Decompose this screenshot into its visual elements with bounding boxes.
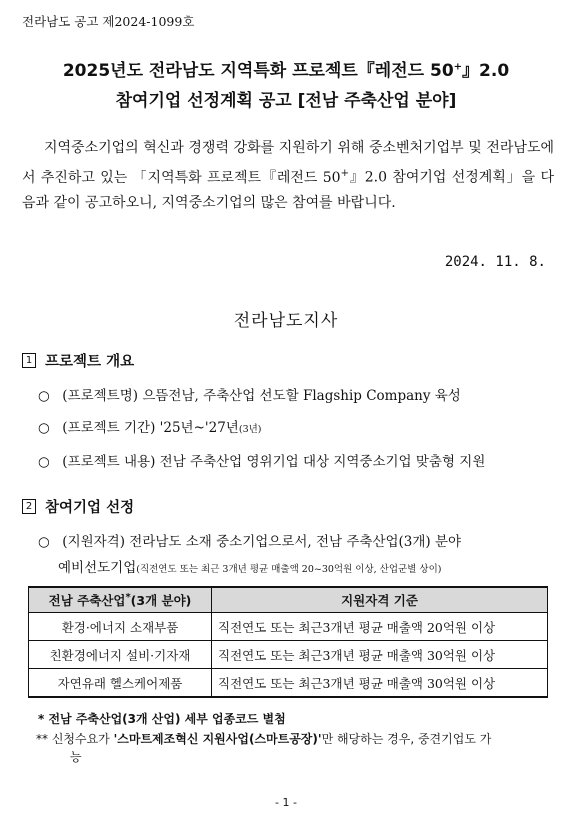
eligibility-text: 전라남도 소재 중소기업으로서, 전남 주축산업(3개) 분야 [129,534,462,550]
item-text: 으뜸전남, 주축산업 선도할 Flagship Company 육성 [142,388,461,404]
table-row [29,613,548,641]
title-line-1-suffix: 』2.0 [462,61,510,81]
bullet-icon: ○ [38,420,50,436]
criteria-cell: 직전연도 또는 최근3개년 평균 매출액 30억원 이상 [212,641,548,669]
section-1-item-content [38,450,485,470]
section-1-item-name [38,384,461,404]
table-row [29,641,548,669]
footnote-2-suffix: 만 해당하는 경우, 중견기업도 가 [321,732,492,746]
intro-plus-superscript: + [340,168,349,179]
notice-number: 전라남도 공고 제2024-1099호 [22,14,195,29]
table-header-criteria: 지원자격 기준 [212,587,548,613]
criteria-cell: 직전연도 또는 최근3개년 평균 매출액 20억원 이상 [212,613,548,641]
footnote-1: * 전남 주축산업(3개 산업) 세부 업종코드 별첨 [38,712,286,726]
item-label: (프로젝트명) [62,388,139,404]
section-1-number-box: 1 [22,353,36,368]
item-label: (프로젝트 내용) [62,454,156,470]
issuer: 전라남도지사 [233,311,339,331]
title-line-1 [0,56,572,81]
eligibility-line-1 [38,530,461,550]
eligibility-note-small: (직전연도 또는 최근 3개년 평균 매출액 20~30억원 이상, 산업군별 상이) [136,564,442,575]
section-2-title: 참여기업 선정 [45,500,135,516]
bullet-icon: ○ [38,454,50,470]
section-2-number-box: 2 [22,499,36,514]
section-1-item-period [38,416,262,436]
page-number: - 1 - [275,796,297,809]
industry-cell: 친환경에너지 설비·기자재 [29,641,212,669]
bullet-icon: ○ [38,388,50,404]
item-text: '25년~'27년 [159,420,239,436]
header-industry-text: 전남 주축산업 [48,593,126,608]
bullet-icon: ○ [38,534,50,550]
title-plus-superscript: + [453,61,463,73]
header-asterisk: * [125,591,131,603]
intro-paragraph [22,136,554,216]
industry-cell: 자연유래 헬스케어제품 [29,669,212,698]
section-1-heading [22,350,134,371]
eligibility-label: (지원자격) [62,534,125,550]
eligibility-criteria-table [28,586,548,698]
footnote-2-bold: '스마트제조혁신 지원사업(스마트공장)' [113,732,322,746]
footnote-2-prefix: ** 신청수요가 [36,732,114,746]
table-header-industry [29,587,212,613]
intro-text-part-2: 』2.0 참여기업 선정계획」을 다음과 같이 공고하오니, 지역중소기업의 많은 참여를 바랍니다. [22,169,555,211]
title-line-1-prefix: 2025년도 전라남도 지역특화 프로젝트『레전드 50 [62,61,454,81]
header-industry-suffix: (3개 분야) [130,593,192,608]
section-2-heading [22,496,134,517]
eligibility-text-2: 예비선도기업 [58,560,137,576]
footnote-2-continuation: 능 [70,750,82,764]
intro-text-part-1: 지역중소기업의 혁신과 경쟁력 강화를 지원하기 위해 중소벤처기업부 및 전라남도에서 추진하고 있는 「지역특화 프로젝트『레전드 50 [22,140,554,186]
section-1-title: 프로젝트 개요 [45,354,135,370]
industry-cell: 환경·에너지 소재부품 [29,613,212,641]
table-row [29,669,548,698]
title-line-2: 참여기업 선정계획 공고 [전남 주축산업 분야] [115,91,457,111]
notice-date: 2024. 11. 8. [444,254,546,270]
footnote-2 [36,730,556,766]
item-label: (프로젝트 기간) [62,420,156,436]
criteria-cell: 직전연도 또는 최근3개년 평균 매출액 30억원 이상 [212,669,548,698]
eligibility-line-2 [58,556,441,576]
table-header-row [29,587,548,613]
item-text-small: (3년) [238,424,262,435]
item-text: 전남 주축산업 영위기업 대상 지역중소기업 맞춤형 지원 [159,454,486,470]
